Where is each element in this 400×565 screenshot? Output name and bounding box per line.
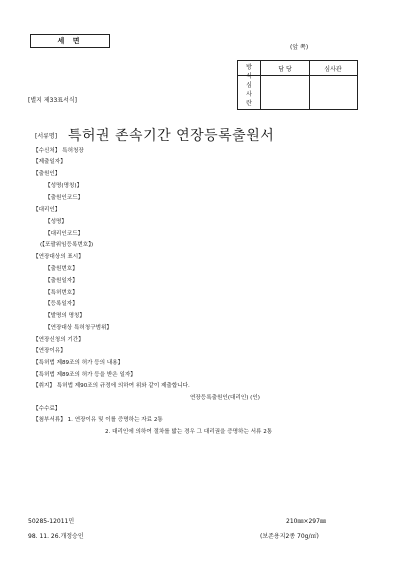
field-line: 【수수료】	[33, 406, 61, 412]
field-line: 【출원번호】	[45, 266, 78, 272]
field-line: 【대리인】	[33, 207, 61, 213]
field-line: 연장등록출원인(대리인) (인)	[190, 395, 260, 401]
field-line: 【수신처】 특허청장	[33, 148, 84, 154]
field-line: 【제출일자】	[33, 159, 66, 165]
approval-side-char: 심	[246, 82, 252, 89]
field-line: 【취지】 특허법 제90조의 규정에 의하여 위와 같이 제출합니다.	[33, 383, 190, 389]
approval-side-char: 란	[246, 100, 252, 107]
field-line: 【성명】	[45, 219, 67, 225]
approval-col-officer: 담 당	[278, 66, 292, 73]
field-line: 【특허법 제89조의 허가 등의 내용】	[33, 360, 124, 366]
approval-side-label	[238, 61, 261, 109]
field-line: (【포괄위임등록번호】)	[40, 242, 94, 248]
field-line: 【특허법 제89조의 허가 등을 받은 일자】	[33, 372, 136, 378]
field-line: 【연장대상의 표시】	[33, 254, 84, 260]
paper-type: (보존용지2종 70g/㎡)	[260, 533, 319, 540]
approval-side-char: 방	[246, 64, 252, 71]
field-line: 【출원인코드】	[45, 195, 84, 201]
field-line: 【등록일자】	[45, 301, 78, 307]
approval-table	[237, 60, 358, 110]
field-line: 【연장이유】	[33, 348, 66, 354]
front-side-label: (앞 쪽)	[290, 44, 309, 51]
page-title: 특허권 존속기간 연장등록출원서	[68, 128, 275, 144]
field-line: 【출원일자】	[45, 278, 78, 284]
form-code: 50285-12011민	[28, 518, 75, 525]
field-line: 【특허번호】	[45, 290, 78, 296]
form-number: [별지 제33표서식]	[28, 97, 77, 104]
field-line: 【연장신청의 기간】	[33, 337, 84, 343]
field-line: 【첨부서류】 1. 연장이유 및 이를 증명하는 자료 2통	[33, 417, 163, 423]
field-line: 【연장대상 특허청구범위】	[45, 325, 113, 331]
field-line: 【성명(명칭)】	[45, 183, 83, 189]
field-line: 【발명의 명칭】	[45, 313, 85, 319]
revision-date: 98. 11. 26.개정승인	[28, 533, 84, 540]
field-line: 【출원인】	[33, 171, 61, 177]
field-line: 2. 대리인에 의하여 절차를 밟는 경우 그 대리권을 증명하는 서류 2통	[105, 429, 273, 435]
field-line: 【대리인코드】	[45, 231, 84, 237]
approval-col-examiner: 심사관	[324, 66, 342, 73]
document-type-box: 세 면	[30, 34, 110, 48]
title-prefix: [서류명]	[35, 133, 58, 140]
paper-size: 210㎜×297㎜	[286, 518, 326, 525]
approval-side-char: 식	[246, 73, 252, 80]
approval-side-char: 사	[246, 91, 252, 98]
